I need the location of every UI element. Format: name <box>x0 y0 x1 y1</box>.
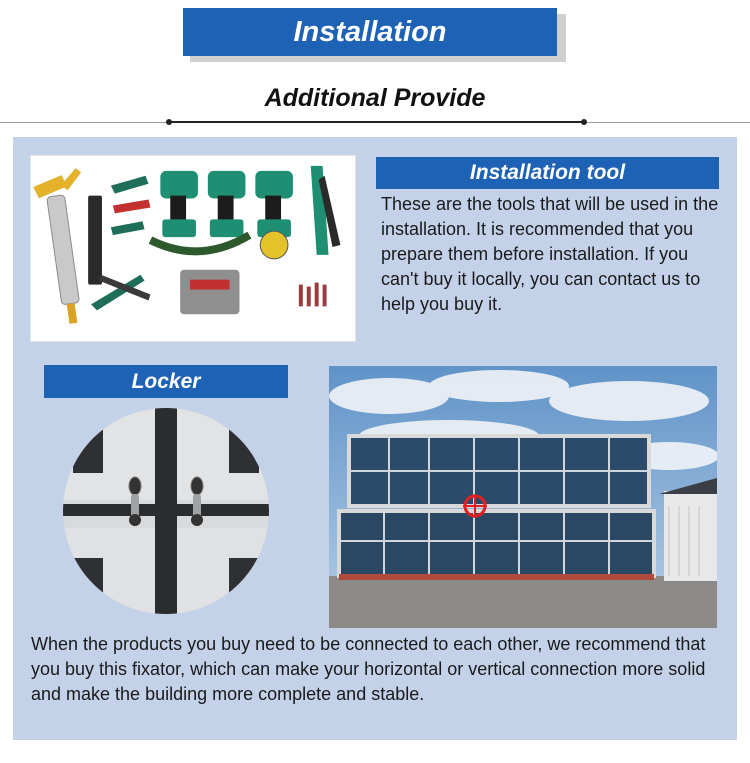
page-title-banner: Installation <box>183 8 557 56</box>
installation-tool-description: These are the tools that will be used in the installation. It is recommended that you prepare them before installation. If you can't buy it locally, you can contact us to help you buy it. <box>381 194 719 314</box>
section-subtitle: Additional Provide <box>264 84 486 112</box>
underline-dot-left <box>166 119 172 125</box>
subtitle-underline <box>168 121 584 123</box>
locker-image <box>63 408 269 614</box>
installation-tools-image <box>30 155 356 342</box>
locker-description: When the products you buy need to be connected to each other, we recommend that you buy this fixator, which can make your horizontal or vertical connection more solid and make the building more complete and stable. <box>31 634 706 704</box>
container-building-image <box>329 366 717 628</box>
installation-tool-heading: Installation tool <box>376 157 719 189</box>
locker-heading: Locker <box>44 365 288 398</box>
underline-dot-right <box>581 119 587 125</box>
